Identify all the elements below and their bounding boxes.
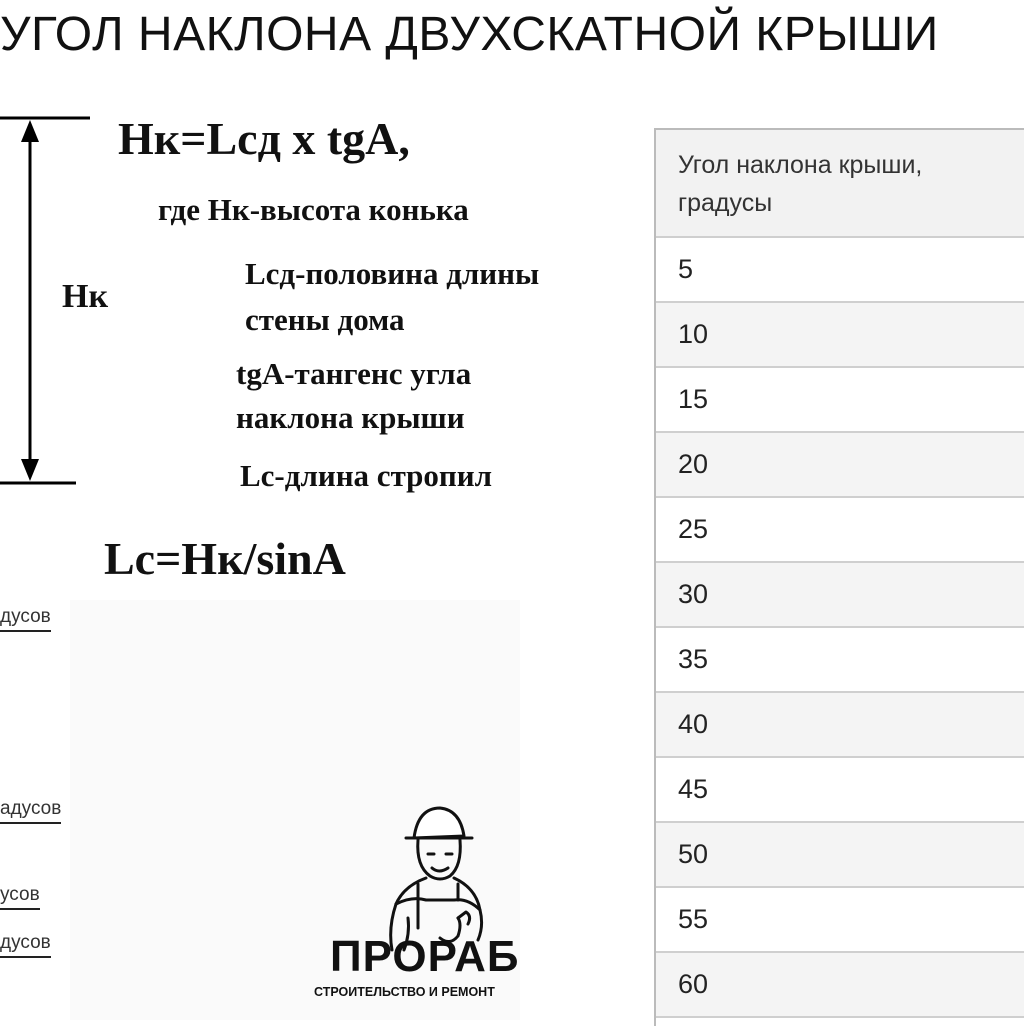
logo-subtitle: СТРОИТЕЛЬСТВО И РЕМОНТ <box>314 985 495 999</box>
table-row: 15 <box>656 368 1024 433</box>
cropped-link-fragment: дусов <box>0 606 51 632</box>
table-row: 5 <box>656 238 1024 303</box>
definition-tangent-line2: наклона крыши <box>236 400 465 435</box>
table-row: 55 <box>656 888 1024 953</box>
definition-half-wall-line2: стены дома <box>245 302 405 337</box>
roof-angle-table <box>654 128 1024 1026</box>
logo-name: ПРОРАБ <box>330 932 520 981</box>
table-header-line2: градусы <box>678 189 773 217</box>
rafter-length-formula: Lс=Нк/sinA <box>104 533 346 584</box>
table-row: 50 <box>656 823 1024 888</box>
table-row: 40 <box>656 693 1024 758</box>
cropped-link-fragment: усов <box>0 884 40 910</box>
table-header <box>656 130 1024 238</box>
table-row: 35 <box>656 628 1024 693</box>
table-row: 25 <box>656 498 1024 563</box>
table-row: 30 <box>656 563 1024 628</box>
table-header-line1: Угол наклона крыши, <box>678 151 923 179</box>
table-row: 60 <box>656 953 1024 1018</box>
definition-half-wall-line1: Lсд-половина длины <box>245 256 540 291</box>
height-dimension-arrow <box>0 0 120 500</box>
definition-rafter-length: Lс-длина стропил <box>240 458 493 493</box>
ridge-height-formula: Нк=Lсд х tgA, <box>118 113 410 164</box>
definition-tangent-line1: tgA-тангенс угла <box>236 356 472 391</box>
height-label: Нк <box>62 278 109 315</box>
table-row: 20 <box>656 433 1024 498</box>
cropped-link-fragment: адусов <box>0 798 61 824</box>
cropped-link-fragment: дусов <box>0 932 51 958</box>
page-title: УГОЛ НАКЛОНА ДВУХСКАТНОЙ КРЫШИ <box>0 8 939 61</box>
table-row: 10 <box>656 303 1024 368</box>
definition-ridge-height: где Нк-высота конька <box>158 192 469 227</box>
table-row: 45 <box>656 758 1024 823</box>
